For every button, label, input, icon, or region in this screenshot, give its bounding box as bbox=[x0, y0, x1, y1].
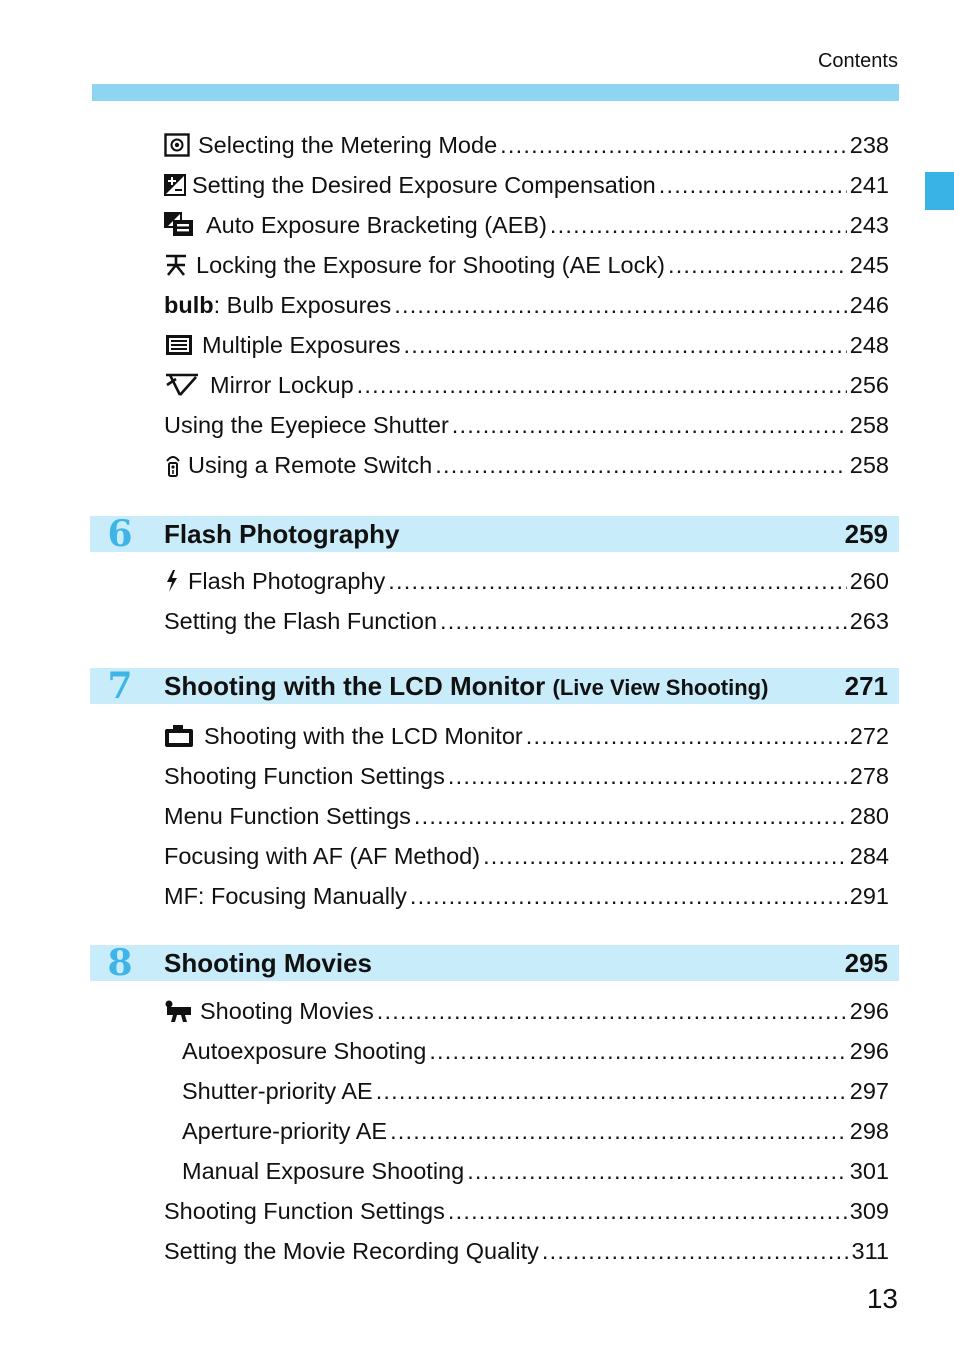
leader-dots bbox=[526, 721, 847, 751]
toc-entry-title: Multiple Exposures bbox=[202, 332, 401, 358]
toc-entry[interactable] bbox=[164, 566, 889, 596]
chapter-page: 271 bbox=[844, 671, 888, 701]
toc-entry-page: 296 bbox=[849, 998, 889, 1024]
toc-entry-title: Selecting the Metering Mode bbox=[198, 132, 498, 158]
toc-entry-page: 258 bbox=[849, 452, 889, 478]
toc-entry[interactable] bbox=[164, 170, 889, 200]
leader-dots bbox=[483, 841, 847, 871]
toc-entry[interactable] bbox=[164, 996, 889, 1026]
leader-dots bbox=[467, 1156, 847, 1186]
leader-dots bbox=[357, 370, 847, 400]
toc-entry-title: Locking the Exposure for Shooting (AE Lock) bbox=[196, 252, 665, 278]
leader-dots bbox=[435, 450, 847, 480]
chapter-heading[interactable] bbox=[90, 513, 899, 555]
toc-entry-page: 280 bbox=[849, 803, 889, 829]
toc-entry-page: 243 bbox=[849, 212, 889, 238]
toc-entry-title: Autoexposure Shooting bbox=[182, 1038, 427, 1064]
leader-dots bbox=[414, 801, 847, 831]
aeb-icon bbox=[164, 212, 196, 238]
chapter-page: 295 bbox=[844, 948, 888, 978]
remote-switch-icon bbox=[164, 452, 182, 478]
toc-entry-title: Auto Exposure Bracketing (AEB) bbox=[206, 212, 547, 238]
toc-entry-page: 298 bbox=[849, 1118, 889, 1144]
toc-entry-title: Using a Remote Switch bbox=[188, 452, 433, 478]
leader-dots bbox=[550, 210, 847, 240]
toc-entry[interactable] bbox=[164, 841, 889, 871]
metering-mode-icon bbox=[164, 133, 190, 157]
toc-entry[interactable] bbox=[164, 606, 889, 636]
toc-entry[interactable] bbox=[164, 250, 889, 280]
toc-entry-title: Flash Photography bbox=[188, 568, 386, 594]
chapter-number: 6 bbox=[107, 513, 133, 555]
toc-entry-page: 256 bbox=[849, 372, 889, 398]
toc-entry-page: 238 bbox=[849, 132, 889, 158]
chapter-title: Shooting with the LCD Monitor (Live View Shooting) bbox=[164, 671, 769, 701]
leader-dots bbox=[410, 881, 847, 911]
toc-entry-page: 246 bbox=[849, 292, 889, 318]
toc-entry-page: 248 bbox=[849, 332, 889, 358]
toc-entry-title: bulb: Bulb Exposures bbox=[164, 292, 392, 318]
toc-entry-page: 309 bbox=[849, 1198, 889, 1224]
toc-entry-title: Setting the Movie Recording Quality bbox=[164, 1238, 539, 1264]
leader-dots bbox=[448, 1196, 847, 1226]
leader-dots bbox=[394, 290, 847, 320]
header-section-label: Contents bbox=[817, 50, 898, 72]
toc-entry-title: Setting the Desired Exposure Compensation bbox=[192, 172, 656, 198]
toc-entry-page: 260 bbox=[849, 568, 889, 594]
leader-dots bbox=[448, 761, 847, 791]
toc-entry-title: Setting the Flash Function bbox=[164, 608, 438, 634]
chapter-title: Shooting Movies bbox=[164, 948, 372, 978]
ae-lock-icon bbox=[164, 253, 188, 277]
bulb-keyword: bulb bbox=[164, 292, 214, 318]
toc-entry-page: 291 bbox=[849, 883, 889, 909]
toc-entry-title: Shooting Movies bbox=[200, 998, 374, 1024]
toc-entry-title: Using the Eyepiece Shutter bbox=[164, 412, 449, 438]
leader-dots bbox=[377, 996, 847, 1026]
toc-entry[interactable] bbox=[164, 881, 889, 911]
flash-icon bbox=[164, 569, 180, 593]
toc-subentry[interactable] bbox=[182, 1036, 889, 1066]
chapter-title: Flash Photography bbox=[164, 519, 400, 549]
toc-subentry[interactable] bbox=[182, 1156, 889, 1186]
toc-entry[interactable] bbox=[164, 450, 889, 480]
toc-entry[interactable] bbox=[164, 1196, 889, 1226]
toc-entry-page: 284 bbox=[849, 843, 889, 869]
chapter-number: 8 bbox=[107, 942, 133, 984]
toc-entry-page: 272 bbox=[849, 723, 889, 749]
toc-entry-title: Shooting Function Settings bbox=[164, 763, 445, 789]
toc-entry[interactable] bbox=[164, 801, 889, 831]
chapter-number: 7 bbox=[107, 665, 133, 707]
toc-entry-title: Mirror Lockup bbox=[210, 372, 354, 398]
toc-entry-title: Focusing with AF (AF Method) bbox=[164, 843, 481, 869]
toc-entry-title: Aperture-priority AE bbox=[182, 1118, 388, 1144]
toc-entry-page: 311 bbox=[851, 1238, 889, 1264]
toc-entry-title: Shooting Function Settings bbox=[164, 1198, 445, 1224]
toc-subentry[interactable] bbox=[182, 1116, 889, 1146]
live-view-camera-icon bbox=[164, 724, 194, 748]
toc-entry-page: 245 bbox=[849, 252, 889, 278]
toc-entry[interactable] bbox=[164, 210, 889, 240]
toc-entry[interactable] bbox=[164, 290, 889, 320]
toc-entry-title: Menu Function Settings bbox=[164, 803, 411, 829]
leader-dots bbox=[390, 1116, 847, 1146]
leader-dots bbox=[429, 1036, 846, 1066]
page-number: 13 bbox=[866, 1283, 898, 1314]
toc-entry-page: 263 bbox=[849, 608, 889, 634]
header-bar bbox=[92, 84, 899, 101]
toc-entry-page: 258 bbox=[849, 412, 889, 438]
chapter-subtitle: (Live View Shooting) bbox=[552, 675, 769, 700]
toc-entry[interactable] bbox=[164, 330, 889, 360]
leader-dots bbox=[542, 1236, 849, 1266]
leader-dots bbox=[388, 566, 847, 596]
toc-entry-page: 296 bbox=[849, 1038, 889, 1064]
leader-dots bbox=[376, 1076, 847, 1106]
chapter-page: 259 bbox=[844, 519, 888, 549]
toc-subentry[interactable] bbox=[182, 1076, 889, 1106]
chapter-heading[interactable] bbox=[90, 665, 899, 707]
chapter-side-tab bbox=[925, 172, 954, 210]
toc-entry-page: 301 bbox=[849, 1158, 889, 1184]
leader-dots bbox=[668, 250, 847, 280]
toc-entry-title: MF: Focusing Manually bbox=[164, 883, 407, 909]
toc-entry-title: Shooting with the LCD Monitor bbox=[204, 723, 523, 749]
toc-entry[interactable] bbox=[164, 761, 889, 791]
toc-entry-page: 278 bbox=[849, 763, 889, 789]
leader-dots bbox=[452, 410, 847, 440]
mirror-lockup-icon bbox=[164, 373, 200, 397]
toc-entry-title: Manual Exposure Shooting bbox=[182, 1158, 465, 1184]
toc-entry-page: 241 bbox=[849, 172, 889, 198]
leader-dots bbox=[659, 170, 847, 200]
toc-entry[interactable] bbox=[164, 721, 889, 751]
multiple-exposure-icon bbox=[164, 333, 194, 357]
toc-entry[interactable] bbox=[164, 130, 889, 160]
movie-icon bbox=[164, 999, 194, 1023]
leader-dots bbox=[404, 330, 847, 360]
toc-entry-title: Shutter-priority AE bbox=[182, 1078, 373, 1104]
leader-dots bbox=[440, 606, 847, 636]
chapter-heading[interactable] bbox=[90, 942, 899, 984]
toc-entry[interactable] bbox=[164, 370, 889, 400]
leader-dots bbox=[500, 130, 847, 160]
toc-entry-page: 297 bbox=[849, 1078, 889, 1104]
toc-entry[interactable] bbox=[164, 410, 889, 440]
toc-entry[interactable] bbox=[164, 1236, 889, 1266]
exposure-compensation-icon bbox=[164, 174, 186, 196]
